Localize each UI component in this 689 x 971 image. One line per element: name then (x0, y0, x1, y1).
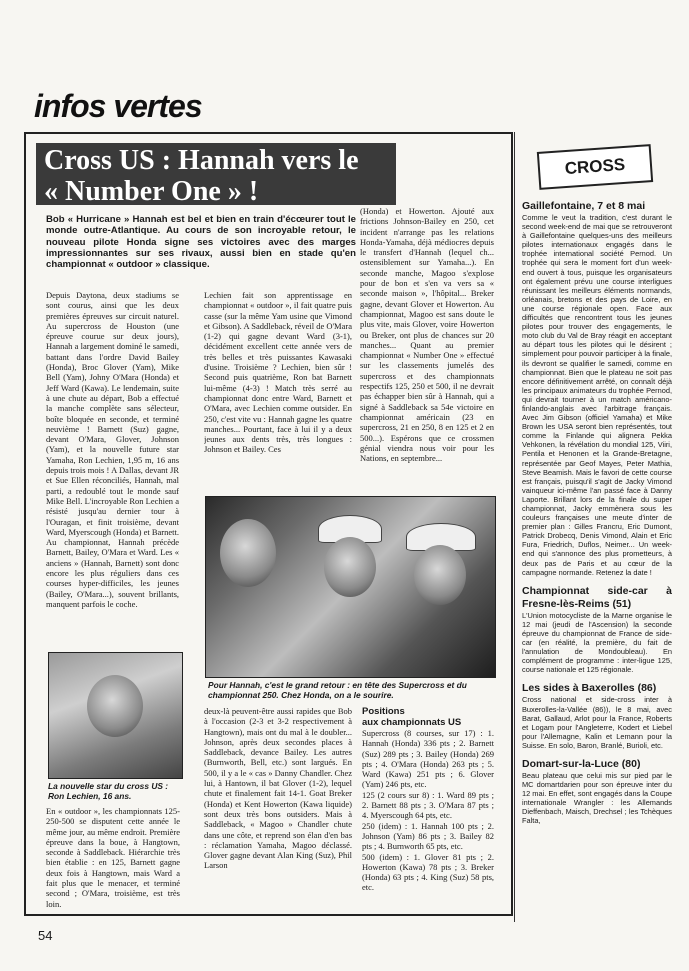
column-divider (514, 132, 515, 922)
cross-section-label: CROSS (537, 144, 653, 190)
results-title-1: Positions (362, 706, 405, 717)
headline-line-1: Cross US : Hannah vers le (44, 145, 359, 176)
sidebar-heading-3: Les sides à Baxerolles (86) (522, 682, 657, 695)
article-lead: Bob « Hurricane » Hannah est bel et bien en train d'écœurer tout le monde outre-Atlantique. Au cours de son incroyable retour, le nouveau pilote Honda signe ses victoires avec des marges impressionnantes sur ses rivaux, aussi bien en stade qu'en championnat « outdoor » classique. (46, 214, 356, 271)
section-title: infos vertes (34, 88, 202, 124)
article-column-2b: deux-là peuvent-être aussi rapides que Bob à l'occasion (2-3 et 3-2 respectivement à Hangtown), mais ont du mal à le doubler... Johnson, après deux secondes places à Saddleback, devance Bailey. Les autres (Burnworth, Bell, etc.) sont largués. En 500, il y a le « cas » Danny Chandler. Chez lui, à Hantown, il bat Glover (1-2), lequel chute et finalement fait 14-1. Goat Breker (Honda) et Kent Howerton (Kawa liquide) sont deux très bons outsiders. Mais à Saddleback, « Magoo » Chandler chute dans une côte, et reprend son élan d'en bas : réclamation Yamaha, Magoo déclassé. Glover gagne devant Alan King (Suz), Phil Larson (204, 706, 352, 871)
photo-hannah-interview (205, 496, 496, 678)
article-column-3: (Honda) et Howerton. Ajouté aux frictions Johnson-Bailey en 250, cet incident n'arrange pas les relations Honda-Yamaha, déjà médiocres depuis le transfert d'Hannah (lequel ch... ostensiblement sur Yamaha...). En seconde manche, Magoo s'explose pour de bon et s'en va vers sa « seconde maison », l'hôpital... Breker gagne, devant Glover et Howerton. Au championnat, Magoo est sans doute le plus vite, mais Glover, voire Howerton ou Breker, ont plus de chances sur 20 manches... Quant au premier championnat « Number One » effectué sur les classements jumelés des supercross et des championnats respectifs 125, 250 et 500, il ne devrait pas échapper bien sûr à Hannah, qui a signé à Saddleback sa 54e victoire en championnat américain (23 en supercross, 21 en 250, 8 en 125 et 2 en 500...). Espérons que ce crossmen génial viendra nous voir pour les Nations, en septembre... (360, 206, 494, 464)
results-title-2: aux championnats US (362, 717, 462, 728)
photo-caption-hannah: Pour Hannah, c'est le grand retour : en tête des Supercross et du championnat 250. Chez Honda, on a le sourire. (208, 680, 467, 700)
photo-ron-lechien (48, 652, 183, 779)
article-column-1: Depuis Daytona, deux stadiums se sont courus, ainsi que les deux premières épreuves sur circuit naturel. Au supercross de Houston (une épreuve courue sur deux jours), Hannah a largement dominé le samedi, battant dans l'ordre David Bailey (Honda), Broc Glover (Yam), Mike Bell (Yam), Johny O'Mara (Honda) et Jeff Ward (Kawa). Le lendemain, suite à une chute au départ, Bob a effectué la manche complète sans sélecteur, boîte bloquée en seconde, et terminé neuvième ! Barnett (Suz) gagne, devant O'Mara, Glover, Johnson (Yam), et la nouvelle future star Yamaha, Ron Lechien, 1,95 m, 16 ans depuis trois mois ! A Dallas, devant JR et Sue Ellen réconciliés, Hannah, mal parti, a redoublé tout le monde sauf Mike Bell. L'incroyable Ron Lechien a résisté jusqu'au dernier tour à l'Ouragan, et finit troisième, devant Ward, Myerscough (Honda) et Barnett. Au championnat, Hannah précède Barnett, Bailey, O'Mara et Ward. Les « anciens » (Hannah, Barnett) sont donc encore les plus réguliers dans ces courses hyper-difficiles, les jeunes (Bailey, O'Mara...), souvent brillants, manquent parfois le coche. (46, 290, 179, 609)
page-number: 54 (38, 928, 53, 943)
results-500: 500 (idem) : 1. Glover 81 pts ; 2. Howerton (Kawa) 78 pts ; 3. Breker (Honda) 63 pts ; 4. King (Suz) 58 pts, etc. (362, 851, 494, 893)
results-box (362, 706, 494, 918)
article-column-2: Lechien fait son apprentissage en championnat « outdoor », il fait quatre puis casse (sur la même Yam usine que Vimond et Gibson). A Saddleback, réveil de O'Mara (1-2) qui gagne devant Ward (3-1), décidément excellent cette année vers de très belles et très puissantes Kawasaki d'usine. Troisième ? Lechien, bien sûr ! Second puis quatrième, Ron bat Barnett lui-même (4-3) ! Match très serré au championnat donc entre Ward, Barnett et O'Mara, avec Lechien comme outsider. En 250, c'est vite vu : Hannah gagne les quatre manches... Pourtant, face à lui il y a deux jeunes aux dents très, très longues : Johnson et Bailey. Ces (204, 290, 352, 455)
results-250: 250 (idem) : 1. Hannah 100 pts ; 2. Johnson (Yam) 86 pts ; 3. Bailey 82 pts ; 4. Burnworth 65 pts, etc. (362, 820, 494, 852)
results-125: 125 (2 cours sur 8) : 1. Ward 89 pts ; 2. Barnett 88 pts ; 3. O'Mara 87 pts ; 4. Myerscough 64 pts, etc. (362, 789, 494, 821)
sidebar-column (522, 200, 672, 935)
results-supercross: Supercross (8 courses, sur 17) : 1. Hannah (Honda) 336 pts ; 2. Barnett (Suz) 289 pts ; 3. Bailey (Honda) 269 pts ; 4. O'Mara (Honda) 263 pts ; 5. Ward (Kawa) 251 pts ; 6. Glover (Yam) 246 pts, etc. (362, 728, 494, 790)
headline-line-2: « Number One » ! (44, 176, 259, 207)
sidebar-heading-2: Championnat side-car à Fresne-lès-Reims (51) (522, 584, 672, 610)
sidebar-heading-1: Gaillefontaine, 7 et 8 mai (522, 200, 646, 212)
sidebar-text-4: Beau plateau que celui mis sur pied par le MC domartdarien pour son épreuve inter du 12 mai. En effet, sont engagés dans la Coupe internationale Wrangler : les Allemands Dieffenbach, Maisch, Drechsel ; les Tchèques Falta, (522, 770, 672, 826)
sidebar-heading-4: Domart-sur-la-Luce (80) (522, 757, 641, 770)
headline (36, 143, 396, 205)
sidebar-text-3: Cross national et side-cross inter à Buxerolles-la-Vallée (86)), le 8 mai, avec Barat, Gallaud, Arlot pour la France, Roberts et Logam pour l'Angleterre, Kodert et Liebel pour l'Allemagne, Kalin et Lemann pour la Suisse. En solo, Baron, Branlé, Burioli, etc. (522, 695, 672, 750)
article-column-1b: En « outdoor », les championnats 125-250-500 se disputent cette année le même jour, au même endroit. Première épreuve dans la boue, à Hangtown, seconde à Saddleback. Hiérarchie très bien établie : en 125, Barnett gagne deux fois à Hangtown, mais Ward a fait plus que le menacer, et terminé second ; O'Mara, troisième, est très loin. (46, 806, 180, 909)
sidebar-text-2: L'Union motocycliste de la Marne organise le 12 mai (jeudi de l'Ascension) la seconde épreuve du championnat de France de side-car (en réalité, la première, du fait de l'annulation de Mondoubleau). En complément de programme : inter-ligue 125, course nationale et 125 régionale. (522, 610, 672, 675)
sidebar-text-1: Comme le veut la tradition, c'est durant le second week-end de mai que se retrouveront à Gaillefontaine quelques-uns des meilleurs pilotes internationaux engagés dans le trophée international société Pernod. Un trophée qui sera le moment fort d'un week-end ouvert à tous, puisque les organisateurs ont également prévu une course interligues réunissant les meilleurs éléments normands, orléanais, bretons et des pays de Loire, en une course régionale open. Face aux difficultés que rencontrent tous les jeunes pilotes pour trouver des engagements, le moto club du Val de Bray réagit en acceptant au départ tous les pilotes qui le désirent ; simplement pour pouvoir participer à la finale, ils devront se qualifier le samedi, comme en championnat. Bien que le plateau ne soit pas encore définitivement arrêté, on connaît déjà les principaux animateurs du trophée Pernod, qui devrait tourner à un match américano-finlando-anglais avec l'arbitrage français. Avec Jim Gibson (officiel Yamaha) et Mike Brown les USA seront bien représentés, tout comme la Finlande qui alignera Pekka Vehkonen, la révélation du mondial 125, Viiri, Pentila et Henonen et la Grande-Bretagne, représentée par Geof Mayes, Peter Mathia, Steve Beamish. Mais le favori de cette course est français, puisqu'il s'agit de Jacky Vimond vainqueur ici-même l'an passé face à Danny Laporte. Brillant lors de la finale du super championnat, Jacky emmènera sous les couleurs françaises une meute d'inter de premier plan : Gilles Francru, Eric Dumont, Patrick Drobecq, Denis Vimond, Alain et Eric Fura, Friedrich, Duflos, Neimer... Un week-end qui s'annonce des plus prometteurs, à deux pas de Paris et au cœur de la campagne normande. Retenez la date ! (522, 213, 672, 577)
photo-caption-lechien: La nouvelle star du cross US : Ron Lechien, 16 ans. (48, 781, 169, 801)
